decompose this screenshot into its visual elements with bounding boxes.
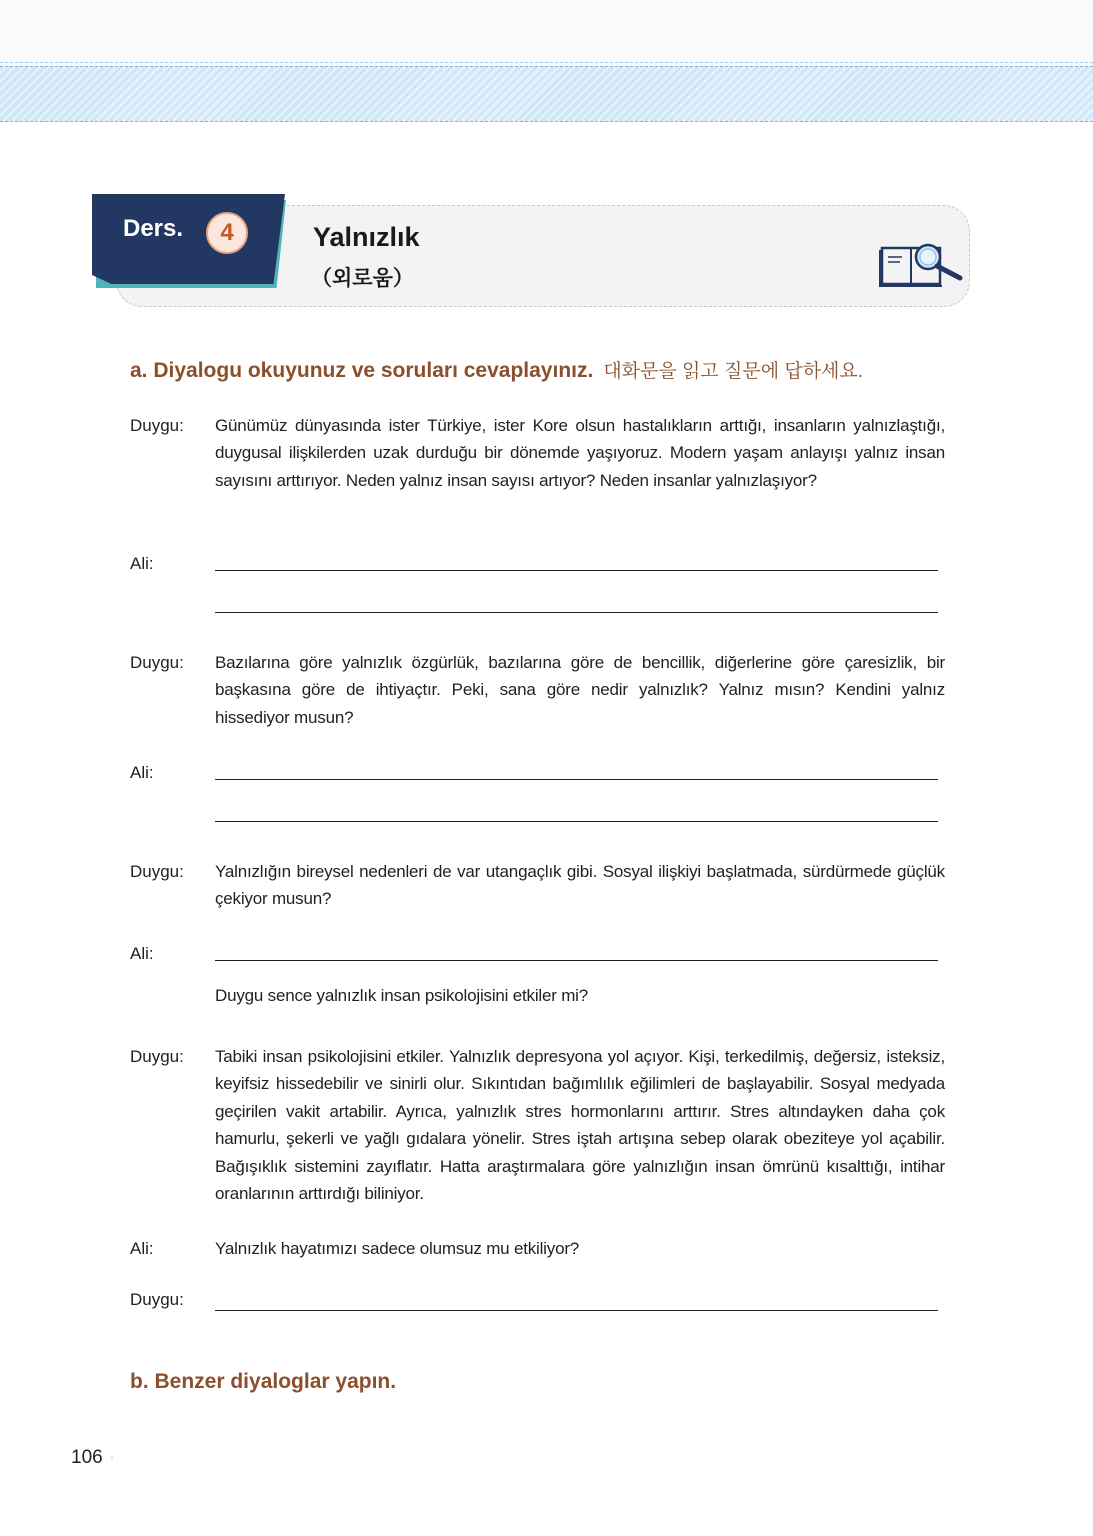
speaker-label: Ali: xyxy=(130,1239,154,1258)
speaker-label: Duygu: xyxy=(130,862,184,881)
speech-text: Yalnızlığın bireysel nedenleri de var utangaçlık gibi. Sosyal ilişkiyi başlatmada, sürdürmede güçlük çekiyor musun? xyxy=(215,862,945,909)
page-number: 106 xyxy=(71,1447,103,1468)
section-a-heading xyxy=(130,356,863,383)
speaker-label: Ali: xyxy=(130,763,154,782)
speech-text: Duygu sence yalnızlık insan psikolojisini etkiler mi? xyxy=(215,986,589,1005)
section-a-korean: 대화문을 읽고 질문에 답하세요. xyxy=(603,361,864,382)
speech-text: Yalnızlık hayatımızı sadece olumsuz mu etkiliyor? xyxy=(215,1239,580,1258)
speech-text: Günümüz dünyasında ister Türkiye, ister Kore olsun hastalıkların arttığı, insanların yalnızlaştığı, duygusal ilişkilerden uzak durduğu bir dönemde yaşıyoruz. Modern yaşam anlayışı yalnız insan sayısını arttırıyor. Neden yalnız insan sayısı artıyor? Neden insanlar yalnızlaşıyor? xyxy=(215,416,945,490)
speaker-label: Duygu: xyxy=(130,1290,184,1309)
answer-blank-line[interactable] xyxy=(215,612,938,613)
section-a-label: a. Diyalogu okuyunuz ve soruları cevaplayınız. xyxy=(130,359,594,382)
speech-text: Bazılarına göre yalnızlık özgürlük, bazılarına göre de bencillik, diğerlerine göre çaresizlik, bir başkasına göre de ihtiyaçtır. Peki, sana göre nedir yalnızlık? Yalnız mısın? Kendini yalnız hissediyor musun? xyxy=(215,653,945,727)
speaker-label: Duygu: xyxy=(130,1047,184,1066)
speech-text: Tabiki insan psikolojisini etkiler. Yalnızlık depresyona yol açıyor. Kişi, terkedilmiş, değersiz, isteksiz, keyifsiz hissedebilir ve sinirli olur. Sıkıntıdan bağımlılık eğilimleri de başlayabilir. Sosyal medyada geçirilen vakit artabilir. Ayrıca, yalnızlık stres hormonlarını arttırır. Stres altındayken daha çok hamurlu, şekerli ve yağlı gıdalara yönelir. Stres iştah artışına sebep olarak obeziteye yol açabilir. Bağışıklık sistemini zayıflatır. Hatta araştırmalara göre yalnızlığın insan ömrünü kısalttığı, intihar oranlarının arttırdığı biliniyor. xyxy=(215,1047,945,1204)
page-number-dot: · xyxy=(110,1450,114,1464)
lesson-number-badge: 4 xyxy=(206,212,248,254)
top-banner-stripes xyxy=(0,66,1093,122)
speaker-label: Ali: xyxy=(130,554,154,573)
answer-blank-line[interactable] xyxy=(215,1310,938,1311)
speaker-label: Duygu: xyxy=(130,653,184,672)
section-b-heading: b. Benzer diyaloglar yapın. xyxy=(130,1370,397,1393)
lesson-tab xyxy=(92,194,285,284)
lesson-title: Yalnızlık xyxy=(313,222,420,252)
book-magnifier-icon xyxy=(878,240,966,288)
speaker-label: Ali: xyxy=(130,944,154,963)
answer-blank-line[interactable] xyxy=(215,960,938,961)
answer-blank-line[interactable] xyxy=(215,570,938,571)
top-banner-dash xyxy=(0,62,1093,63)
lesson-subtitle: （외로움） xyxy=(311,267,414,290)
answer-blank-line[interactable] xyxy=(215,779,938,780)
lesson-tab-label: Ders. xyxy=(123,215,184,242)
answer-blank-line[interactable] xyxy=(215,821,938,822)
speaker-label: Duygu: xyxy=(130,416,184,435)
